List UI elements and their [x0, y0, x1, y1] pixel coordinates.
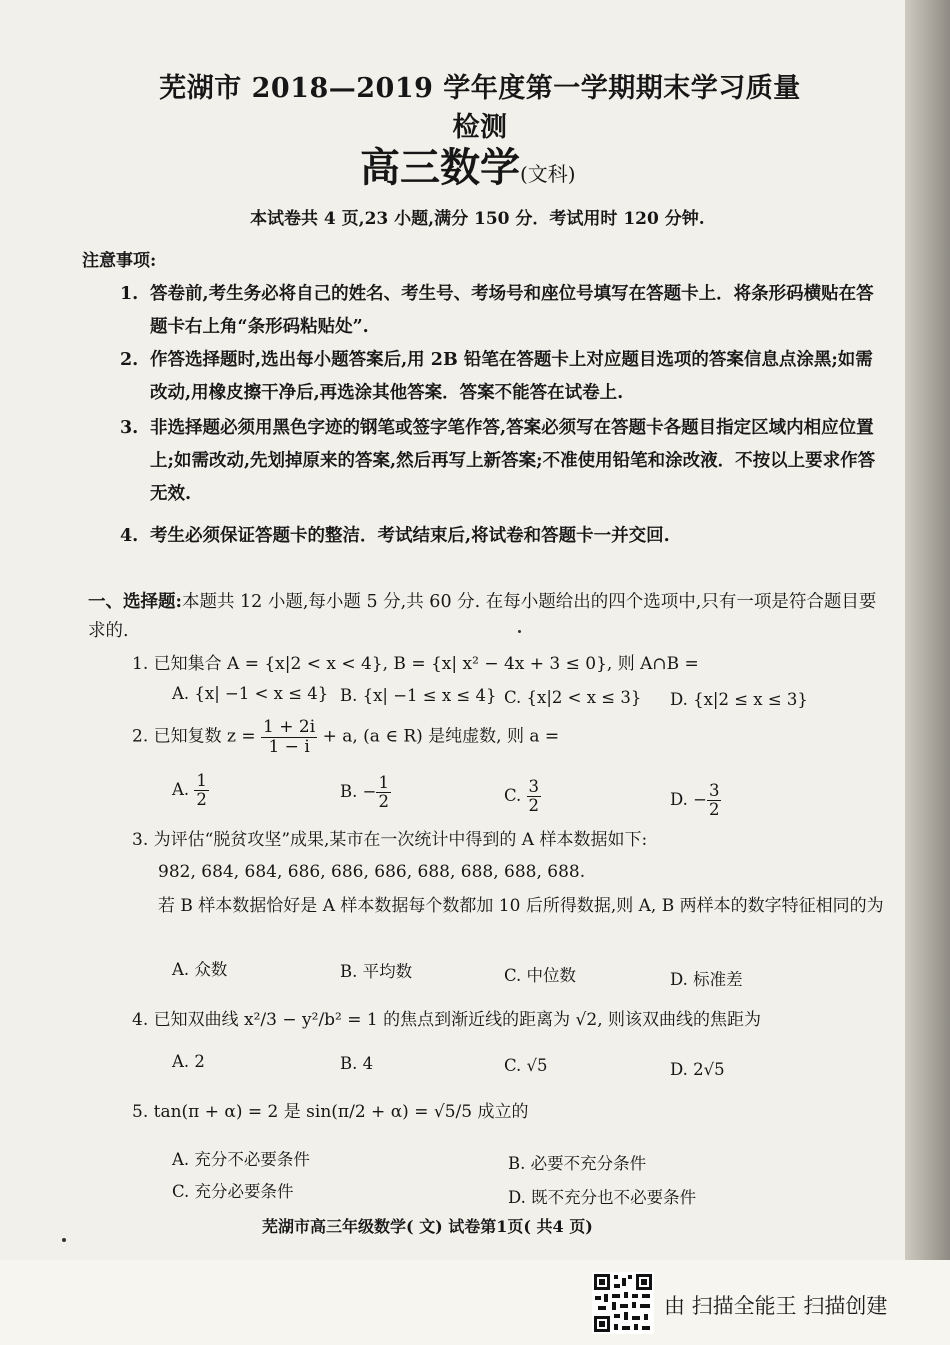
question-3-condition: 若 B 样本数据恰好是 A 样本数据每个数都加 10 后所得数据,则 A, B 两样本的数字特征相同的为 [158, 896, 884, 916]
question-5-stem: 5. tan(π + α) = 2 是 sin(π/2 + α) = √5/5 成立的 [132, 1102, 529, 1122]
option-fraction [527, 778, 542, 815]
option-label: D. [670, 790, 688, 810]
frac-den: 2 [708, 800, 720, 820]
notice-item-text: 考生必须保证答题卡的整洁．考试结束后,将试卷和答题卡一并交回. [150, 526, 670, 546]
notice-item-text: 非选择题必须用黑色字迹的钢笔或签字笔作答,答案必须写在答题卡各题目指定区域内相应位置上;如需改动,先划掉原来的答案,然后再写上新答案;不准使用铅笔和涂改液．不按以上要求作答无效. [150, 418, 876, 504]
option-fraction [194, 772, 209, 809]
option-sign: − [693, 790, 707, 810]
notice-item-text: 作答选择题时,选出每小题答案后,用 2B 铅笔在答题卡上对应题目选项的答案信息点涂黑;如需改动,用橡皮擦干净后,再选涂其他答案．答案不能答在试卷上. [150, 350, 873, 403]
notice-item-text: 答卷前,考生务必将自己的姓名、考生号、考场号和座位号填写在答题卡上．将条形码横贴在答题卡右上角“条形码粘贴处”. [150, 284, 874, 337]
option-label: A. [172, 780, 190, 800]
page-edge-shadow [905, 0, 950, 1260]
q4-option-a: A. 2 [172, 1052, 205, 1071]
frac-num: 1 [378, 773, 389, 792]
q2-stem-post: + a, (a ∈ R) 是纯虚数, 则 a = [322, 726, 560, 747]
option-fraction [376, 774, 391, 811]
frac-den: 2 [528, 796, 540, 816]
q5-option-b: B. 必要不充分条件 [508, 1154, 647, 1173]
q1-option-a: A. {x| −1 < x ≤ 4} [172, 684, 329, 703]
notice-item-1 [120, 278, 890, 344]
q1-option-d: D. {x|2 ≤ x ≤ 3} [670, 690, 808, 709]
option-label: C. [504, 786, 522, 806]
scan-speck [518, 630, 521, 633]
exam-title: 芜湖市 2018—2019 学年度第一学期期末学习质量检测 [159, 73, 801, 143]
question-3-stem: 3. 为评估“脱贫攻坚”成果,某市在一次统计中得到的 A 样本数据如下: [132, 830, 648, 850]
q4-option-d: D. 2√5 [670, 1060, 725, 1079]
subject-name: 高三数学 [360, 144, 520, 191]
question-3-data: 982, 684, 684, 686, 686, 686, 688, 688, 688, 688. [158, 862, 586, 882]
q3-option-c: C. 中位数 [504, 966, 577, 985]
q3-option-b: B. 平均数 [340, 962, 413, 981]
scan-speck [62, 1238, 66, 1242]
section-label: 一、选择题: [88, 592, 182, 612]
question-4-stem: 4. 已知双曲线 x²/3 − y²/b² = 1 的焦点到渐近线的距离为 √2, 则该双曲线的焦距为 [132, 1010, 761, 1030]
subject-note: (文科) [520, 162, 576, 186]
notice-item-3 [120, 412, 890, 511]
notice-item-num: 2. [120, 350, 139, 370]
q2-frac-num: 1 + 2i [263, 717, 316, 737]
q2-stem-pre: 2. 已知复数 z = [132, 726, 256, 747]
question-2-stem [132, 718, 892, 756]
q2-frac-den: 1 − i [268, 736, 310, 757]
frac-den: 2 [196, 790, 207, 810]
option-sign: − [362, 782, 377, 802]
q3-option-a: A. 众数 [172, 960, 228, 979]
q5-option-a: A. 充分不必要条件 [172, 1150, 310, 1169]
q1-option-c: C. {x|2 < x ≤ 3} [504, 688, 642, 707]
notice-item-num: 3. [120, 418, 139, 438]
frac-num: 3 [708, 781, 720, 800]
section-text: 本题共 12 小题,每小题 5 分,共 60 分. 在每小题给出的四个选项中,只有一项是符合题目要求的. [88, 592, 877, 641]
q3-option-d: D. 标准差 [670, 970, 743, 989]
q5-option-d: D. 既不充分也不必要条件 [508, 1188, 697, 1207]
frac-num: 3 [528, 777, 540, 796]
notice-item-4 [120, 520, 890, 553]
q2-option-d [670, 782, 721, 819]
notice-heading: 注意事项: [82, 251, 157, 271]
q2-option-b [340, 774, 391, 811]
q4-option-b: B. 4 [340, 1054, 374, 1073]
q2-fraction [261, 718, 317, 756]
option-fraction [707, 782, 722, 819]
page-footer: 芜湖市高三年级数学( 文) 试卷第1页( 共4 页) [262, 1217, 593, 1236]
frac-den: 2 [378, 792, 389, 812]
section-choice [88, 588, 888, 646]
notice-item-2 [120, 344, 890, 410]
exam-intro: 本试卷共 4 页,23 小题,满分 150 分．考试用时 120 分钟. [250, 209, 705, 229]
option-label: B. [340, 782, 358, 802]
q4-option-c: C. √5 [504, 1056, 548, 1075]
frac-num: 1 [196, 771, 207, 790]
q5-option-c: C. 充分必要条件 [172, 1182, 294, 1201]
notice-item-num: 4. [120, 526, 139, 546]
q2-option-c [504, 778, 541, 815]
exam-subject [360, 136, 576, 193]
q1-option-b: B. {x| −1 ≤ x ≤ 4} [340, 686, 497, 705]
question-1-stem: 1. 已知集合 A = {x|2 < x < 4}, B = {x| x² − 4x + 3 ≤ 0}, 则 A∩B = [132, 654, 699, 674]
scanner-watermark: 由 扫描全能王 扫描创建 [664, 1294, 888, 1318]
notice-item-num: 1. [120, 284, 139, 304]
q2-option-a [172, 772, 209, 809]
qr-code-icon [592, 1272, 654, 1334]
